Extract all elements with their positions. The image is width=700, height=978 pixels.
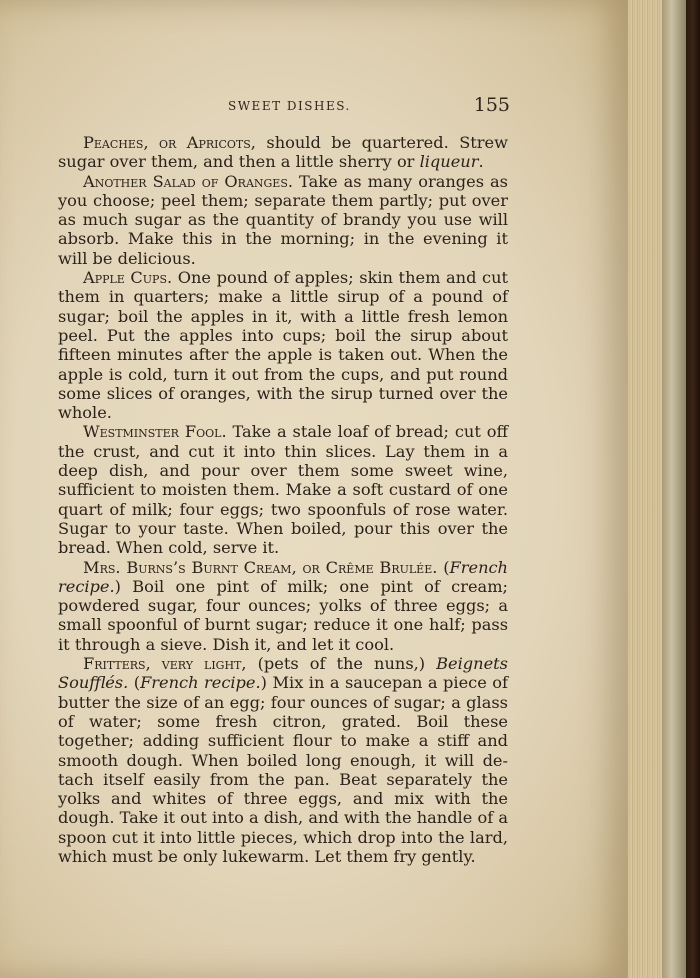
italic-text: liqueur [419, 152, 479, 172]
page-header [60, 94, 510, 120]
recipe-text-segment: (pets of the nuns,) [246, 654, 437, 674]
recipe-text-segment: . [478, 152, 484, 172]
recipe-paragraph [58, 558, 508, 654]
book-binding [662, 0, 686, 978]
recipe-text-segment: ( [437, 557, 450, 577]
recipe-paragraph [58, 268, 508, 422]
recipe-paragraph [58, 422, 508, 557]
recipe-paragraph [58, 133, 508, 172]
italic-text: Beignets Soufflés. [58, 654, 508, 693]
book-spine [686, 0, 700, 978]
recipe-text-segment: ) Boil one pint of milk; one pint of cream; powdered sugar, four ounces; yolks of three eggs; a small spoonful of burnt sugar; reduce it one half; pass it through a sieve. Dish it, and let it cool. [58, 576, 508, 654]
recipe-text-segment: ( [128, 673, 141, 693]
recipe-title: Mrs. Burns’s Burnt Cream, or Crême Brulée. [83, 557, 438, 577]
recipe-paragraph [58, 654, 508, 866]
italic-text: French recipe. [58, 557, 508, 596]
recipe-title: Apple Cups. [83, 268, 173, 288]
recipe-title: Fritters, very light, [83, 654, 247, 674]
recipe-title: Westminster Fool. [83, 422, 227, 442]
page-number: 155 [473, 94, 510, 116]
italic-text: French recipe. [140, 673, 261, 693]
recipe-text [58, 133, 508, 866]
recipe-text-segment: ) Mix in a saucepan a piece of butter the size of an egg; four ounces of sugar; a glass of water; some fresh citron, grated. Boil these together; adding sufficient flour to make a stiff and smooth dough. When boiled long enough, it will detach itself easily from the pan. Beat separately the yolks and whites of three eggs, and mix with the dough. Take it out into a dish, and with the handle of a spoon cut it into little pieces, which drop into the lard, which must be only lukewarm. Let them fry gently. [58, 673, 509, 866]
recipe-title: Another Salad of Oranges. [83, 171, 294, 191]
recipe-text-segment: Take as many oranges as you choose; peel them; separate them partly; put over as much sugar as the quantity of brandy you use will absorb. Make this in the morning; in the evening it will be delicious. [58, 171, 508, 268]
recipe-paragraph [58, 172, 508, 268]
recipe-text-segment: Take a stale loaf of bread; cut off the crust, and cut it into thin slices. Lay them in a deep dish, and pour over them some sweet wine, sufficient to moisten them. Make a soft custard of one quart of milk; four eggs; two spoonfuls of rose water. Sugar to your taste. When boiled, pour this over the bread. When cold, serve it. [58, 422, 508, 558]
recipe-text-segment: should be quartered. Strew sugar over them, and then a little sherry or [58, 133, 508, 172]
running-head: SWEET DISHES. [228, 99, 351, 113]
recipe-title: Peaches, or Apricots, [83, 133, 256, 152]
recipe-text-segment: One pound of apples; skin them and cut them in quarters; make a little sirup of a pound of sugar; boil the apples in it, with a little fresh lemon peel. Put the apples into cups; boil the sirup about fifteen minutes after the apple is taken out. When the apple is cold, turn it out from the cups, and put round some slices of oranges, with the sirup turned over the whole. [58, 268, 509, 423]
